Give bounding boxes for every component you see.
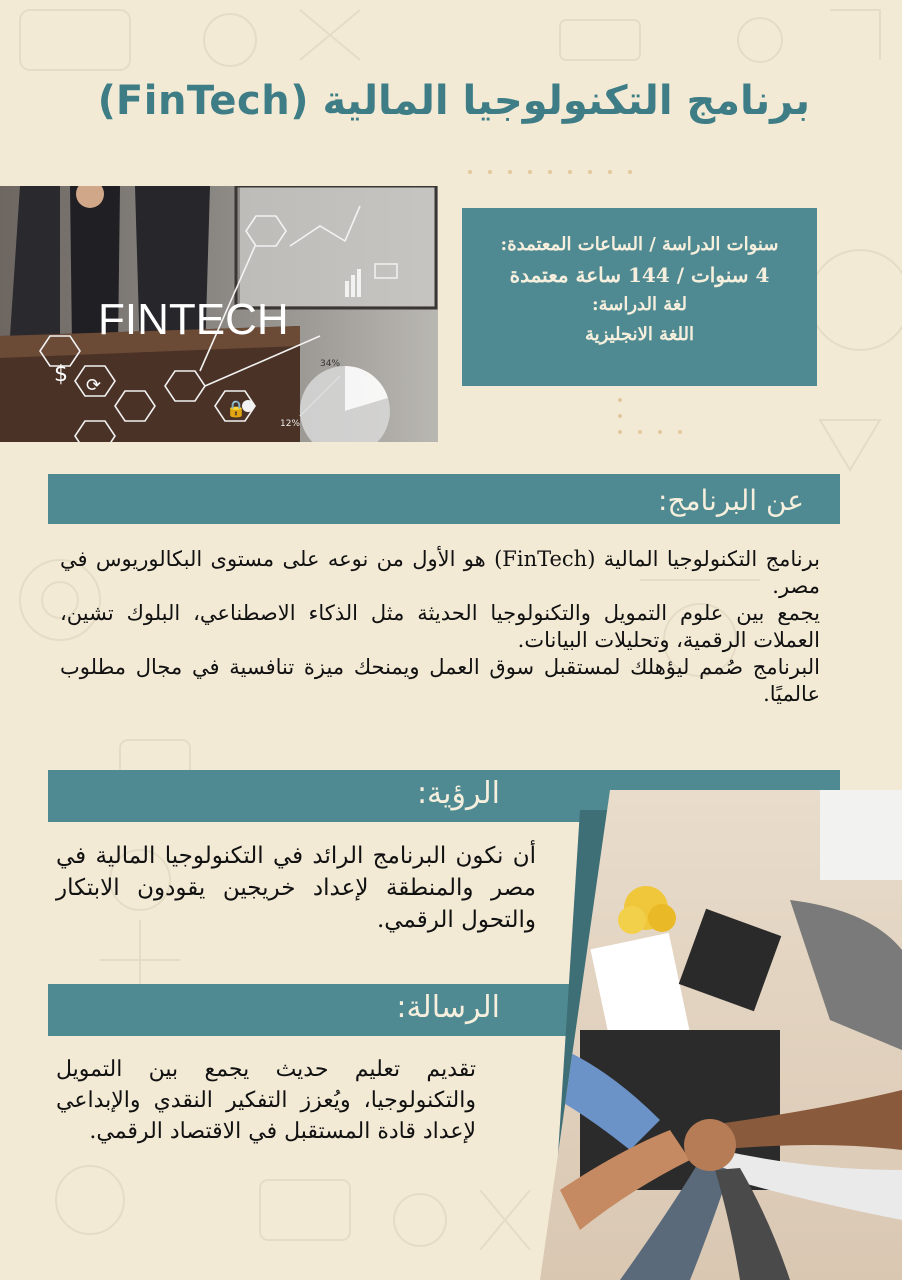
dollar-icon: $ — [54, 362, 68, 387]
about-paragraph-1: برنامج التكنولوجيا المالية (FinTech) هو الأول من نوعه على مستوى البكالوريوس في مصر. — [60, 547, 821, 598]
about-heading: عن البرنامج: — [658, 484, 804, 517]
team-hands-photo — [540, 790, 902, 1280]
refresh-icon: ⟳ — [86, 375, 102, 396]
mission-text: تقديم تعليم حديث يجمع بين التمويل والتكنولوجيا، ويُعزز التفكير النقدي والإبداعي لإعداد قادة المستقبل في الاقتصاد الرقمي. — [56, 1057, 476, 1144]
mission-heading: الرسالة: — [396, 990, 500, 1025]
study-info-box — [462, 208, 817, 386]
study-language-label: لغة الدراسة: — [591, 294, 688, 315]
study-years-label: سنوات الدراسة / الساعات المعتمدة: — [500, 234, 779, 255]
about-heading-band — [48, 474, 840, 524]
fintech-photo — [0, 186, 438, 442]
pie-label-12: 12% — [280, 419, 301, 429]
about-paragraph-3: البرنامج صُمم ليؤهلك لمستقبل سوق العمل ويمنحك ميزة تنافسية في مجال مطلوب عالميًا. — [60, 655, 820, 706]
page-title: برنامج التكنولوجيا المالية (FinTech) — [97, 78, 810, 124]
about-text — [60, 546, 820, 708]
vision-heading: الرؤية: — [416, 776, 500, 811]
about-paragraph-2: يجمع بين علوم التمويل والتكنولوجيا الحديثة مثل الذكاء الاصطناعي، البلوك تشين، العملات الرقمية، وتحليلات البيانات. — [60, 601, 820, 652]
fintech-overlay-text: FINTECH — [98, 295, 289, 344]
vision-text: أن نكون البرنامج الرائد في التكنولوجيا المالية في مصر والمنطقة لإعداد خريجين يقودون الابتكار والتحول الرقمي. — [56, 843, 536, 933]
pie-label-34: 34% — [320, 359, 341, 369]
fintech-illustration — [0, 186, 438, 442]
lock-icon: 🔒 — [226, 399, 246, 418]
study-years-value: 4 سنوات / 144 ساعة معتمدة — [509, 263, 770, 287]
study-language-value: اللغة الانجليزية — [585, 324, 694, 345]
